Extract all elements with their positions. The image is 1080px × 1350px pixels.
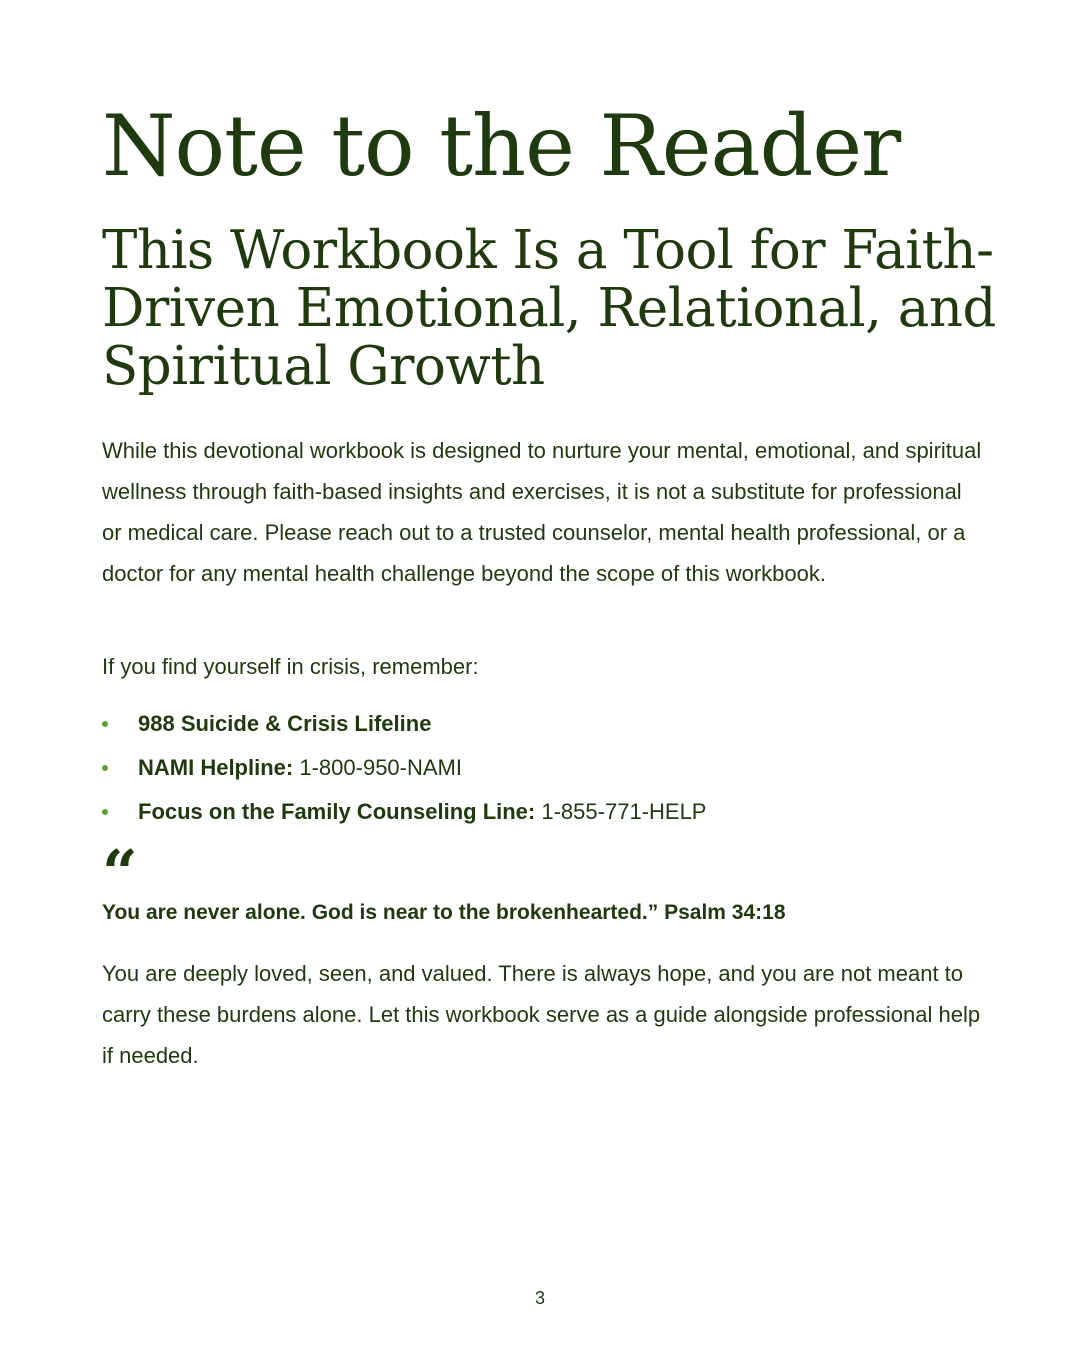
page-number: 3 [534, 1288, 545, 1308]
bullet-icon [102, 721, 108, 727]
list-item-988-lifeline [102, 704, 706, 748]
resource-name: NAMI Helpline: [138, 755, 294, 780]
list-item-focus-family-line [102, 792, 706, 836]
resource-name: 988 Suicide & Crisis Lifeline [138, 711, 432, 736]
bullet-icon [102, 765, 108, 771]
scripture-quote: You are never alone. God is near to the brokenhearted.” Psalm 34:18 [102, 901, 786, 924]
resource-number: 1-800-950-NAMI [299, 755, 462, 780]
crisis-intro: If you find yourself in crisis, remember: [102, 654, 479, 679]
resource-name: Focus on the Family Counseling Line: [138, 799, 536, 824]
page-subtitle: This Workbook Is a Tool for Faith-Driven Emotional, Relational, and Spiritual Growth [102, 220, 996, 397]
crisis-resources-list [102, 704, 706, 836]
list-item-nami-helpline [102, 748, 706, 792]
bullet-icon [102, 809, 108, 815]
page-title: Note to the Reader [102, 97, 901, 195]
resource-number: 1-855-771-HELP [541, 799, 707, 824]
closing-paragraph: You are deeply loved, seen, and valued. There is always hope, and you are not meant to carry these burdens alone. Let this workbook serve as a guide alongside professional help if needed. [102, 961, 981, 1068]
intro-paragraph: While this devotional workbook is designed to nurture your mental, emotional, and spiritual wellness through faith-based insights and exercises, it is not a substitute for professional or medical care. Please reach out to a trusted counselor, mental health professional, or a doctor for any mental health challenge beyond the scope of this workbook. [102, 438, 982, 586]
quote-mark-icon: “ [102, 836, 138, 909]
